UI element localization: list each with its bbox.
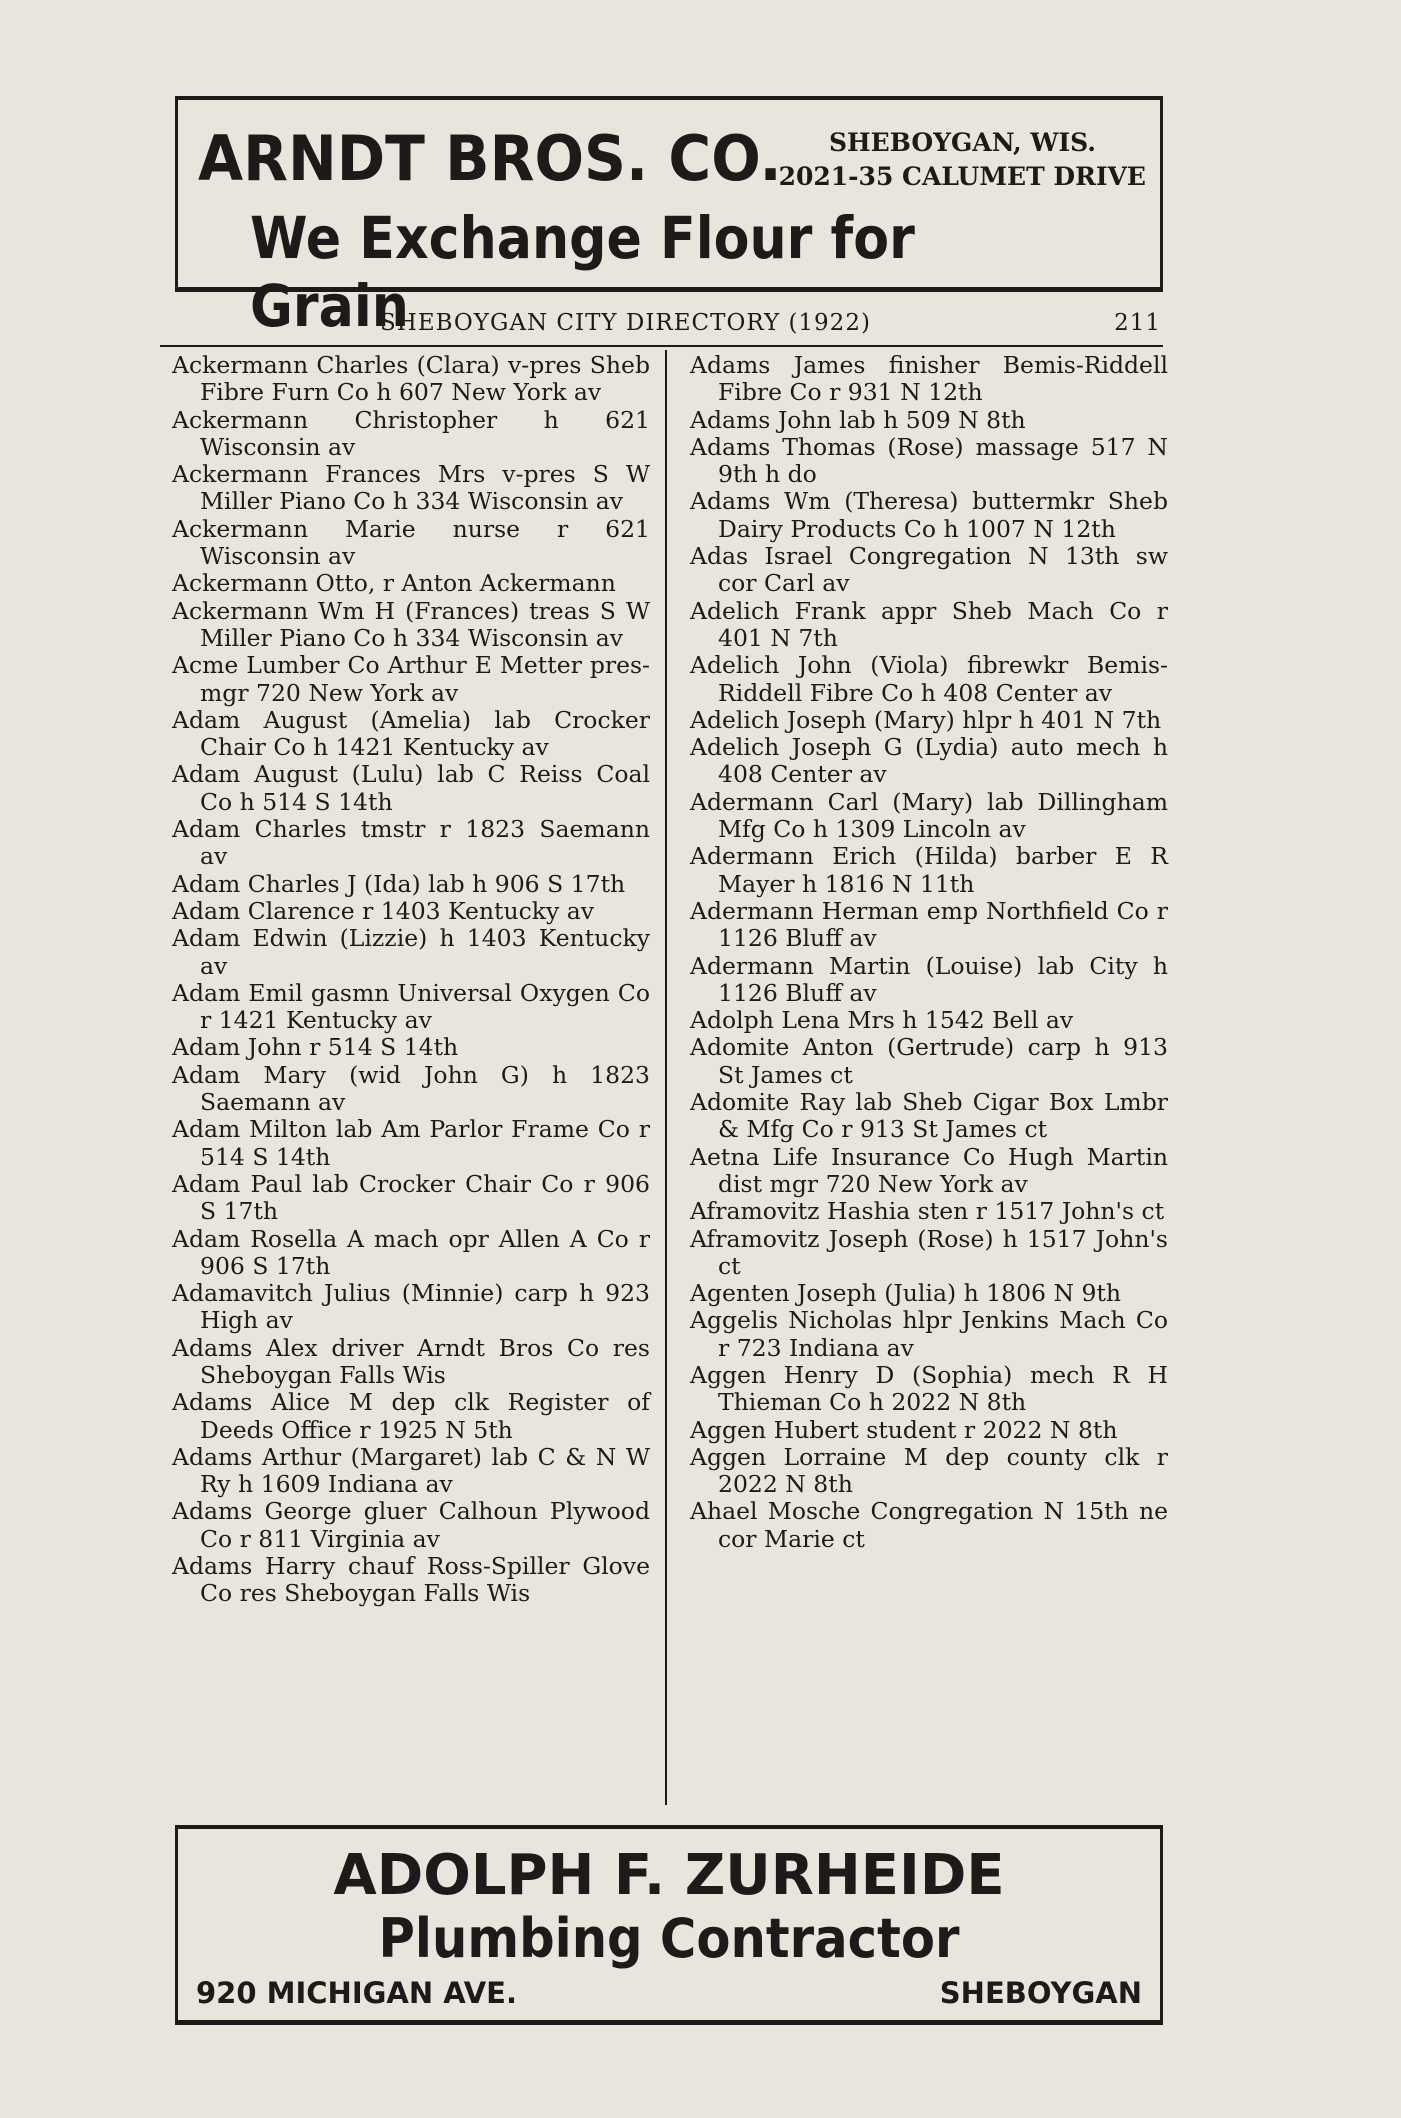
directory-entry: Aggen Lorraine M dep county clk r 2022 N 8th — [690, 1442, 1168, 1499]
directory-entry: Acme Lumber Co Arthur E Metter pres-mgr 720 New York av — [172, 651, 650, 707]
directory-entry: Aggen Henry D (Sophia) mech R H Thieman Co h 2022 N 8th — [690, 1360, 1168, 1417]
ad-address: 920 MICHIGAN AVE. — [196, 1976, 517, 2010]
directory-entry: Ackermann Marie nurse r 621 Wisconsin av — [172, 514, 650, 571]
right-column — [690, 352, 1168, 1553]
running-header — [175, 306, 1163, 346]
directory-entry: Adams Alex driver Arndt Bros Co res Sheboygan Falls Wis — [172, 1333, 650, 1389]
directory-entry: Adelich Frank appr Sheb Mach Co r 401 N 7th — [690, 596, 1168, 652]
left-column — [172, 352, 650, 1608]
ad-proprietor-name: ADOLPH F. ZURHEIDE — [333, 1843, 1005, 1908]
column-divider — [665, 350, 667, 1805]
directory-title: SHEBOYGAN CITY DIRECTORY (1922) — [380, 310, 871, 336]
ad-firm-name: ARNDT BROS. CO. — [198, 122, 782, 195]
ad-slogan: We Exchange Flour for Grain — [250, 204, 915, 340]
directory-entry: Adams Thomas (Rose) massage 517 N 9th h do — [690, 432, 1168, 489]
bottom-advertisement — [175, 1825, 1163, 2025]
directory-entry: Ackermann Christopher h 621 Wisconsin av — [172, 405, 650, 461]
directory-entry: Adam John r 514 S 14th — [172, 1033, 459, 1062]
directory-entry: Adomite Ray lab Sheb Cigar Box Lmbr & Mfg Co r 913 St James ct — [690, 1088, 1168, 1144]
directory-entry: Aggelis Nicholas hlpr Jenkins Mach Co r 723 Indiana av — [690, 1306, 1168, 1362]
ad-street: 2021-35 CALUMET DRIVE — [778, 162, 1146, 191]
directory-entry: Adam Paul lab Crocker Chair Co r 906 S 17th — [172, 1169, 650, 1226]
header-rule — [160, 345, 1163, 347]
directory-entry: Adelich Joseph (Mary) hlpr h 401 N 7th — [690, 705, 1162, 734]
directory-entry: Adas Israel Congregation N 13th sw cor Carl av — [690, 542, 1168, 598]
directory-entry: Adams John lab h 509 N 8th — [690, 405, 1026, 434]
directory-entry: Ackermann Frances Mrs v-pres S W Miller Piano Co h 334 Wisconsin av — [172, 460, 650, 516]
directory-entry: Aggen Hubert student r 2022 N 8th — [690, 1415, 1118, 1444]
directory-entry: Adam Charles J (Ida) lab h 906 S 17th — [172, 869, 626, 898]
ad-trade: Plumbing Contractor — [378, 1907, 960, 1970]
directory-entry: Adams Harry chauf Ross-Spiller Glove Co res Sheboygan Falls Wis — [172, 1552, 650, 1608]
directory-entry: Adams Arthur (Margaret) lab C & N W Ry h 1609 Indiana av — [172, 1442, 650, 1499]
directory-entry: Adam August (Amelia) lab Crocker Chair Co h 1421 Kentucky av — [172, 705, 650, 762]
directory-entry: Aframovitz Hashia sten r 1517 John's ct — [690, 1197, 1165, 1226]
directory-entry: Ahael Mosche Congregation N 15th ne cor Marie ct — [690, 1497, 1168, 1553]
directory-entry: Adomite Anton (Gertrude) carp h 913 St James ct — [690, 1033, 1168, 1089]
directory-entry: Adams George gluer Calhoun Plywood Co r 811 Virginia av — [172, 1497, 650, 1553]
directory-entry: Adams Alice M dep clk Register of Deeds Office r 1925 N 5th — [172, 1388, 650, 1444]
directory-entry: Ackermann Charles (Clara) v-pres Sheb Fibre Furn Co h 607 New York av — [172, 351, 650, 407]
directory-entry: Ackermann Otto, r Anton Ackermann — [172, 569, 616, 598]
ad-city: SHEBOYGAN, WIS. — [829, 128, 1096, 157]
directory-entry: Adams James finisher Bemis-Riddell Fibre Co r 931 N 12th — [690, 351, 1168, 407]
directory-entry: Ackermann Wm H (Frances) treas S W Miller Piano Co h 334 Wisconsin av — [172, 596, 650, 652]
directory-entry: Adamavitch Julius (Minnie) carp h 923 High av — [172, 1279, 650, 1335]
directory-entry: Adermann Carl (Mary) lab Dillingham Mfg Co h 1309 Lincoln av — [690, 787, 1168, 844]
directory-entry: Aframovitz Joseph (Rose) h 1517 John's ct — [690, 1224, 1168, 1280]
directory-entry: Adam Mary (wid John G) h 1823 Saemann av — [172, 1060, 650, 1117]
directory-entry: Adermann Erich (Hilda) barber E R Mayer h 1816 N 11th — [690, 842, 1168, 898]
directory-entry: Adelich John (Viola) fibrewkr Bemis-Riddell Fibre Co h 408 Center av — [690, 651, 1168, 707]
directory-entry: Adermann Martin (Louise) lab City h 1126 Bluff av — [690, 951, 1168, 1007]
ad-town: SHEBOYGAN — [939, 1976, 1142, 2010]
directory-entry: Adam Edwin (Lizzie) h 1403 Kentucky av — [172, 924, 650, 980]
directory-entry: Adolph Lena Mrs h 1542 Bell av — [690, 1006, 1074, 1035]
directory-entry: Adam Clarence r 1403 Kentucky av — [172, 896, 595, 925]
directory-entry: Adelich Joseph G (Lydia) auto mech h 408 Center av — [690, 733, 1168, 789]
directory-entry: Adams Wm (Theresa) buttermkr Sheb Dairy Products Co h 1007 N 12th — [690, 487, 1168, 543]
directory-entry: Aetna Life Insurance Co Hugh Martin dist mgr 720 New York av — [690, 1142, 1168, 1198]
directory-entry: Adam August (Lulu) lab C Reiss Coal Co h 514 S 14th — [172, 760, 650, 816]
directory-entry: Adam Rosella A mach opr Allen A Co r 906 S 17th — [172, 1224, 650, 1280]
directory-entry: Adam Milton lab Am Parlor Frame Co r 514 S 14th — [172, 1115, 650, 1171]
page-number: 211 — [1114, 310, 1161, 336]
directory-entry: Adam Charles tmstr r 1823 Saemann av — [172, 815, 650, 871]
directory-entry: Agenten Joseph (Julia) h 1806 N 9th — [690, 1279, 1122, 1308]
directory-entry: Adermann Herman emp Northfield Co r 1126 Bluff av — [690, 896, 1168, 953]
directory-entry: Adam Emil gasmn Universal Oxygen Co r 1421 Kentucky av — [172, 978, 650, 1035]
